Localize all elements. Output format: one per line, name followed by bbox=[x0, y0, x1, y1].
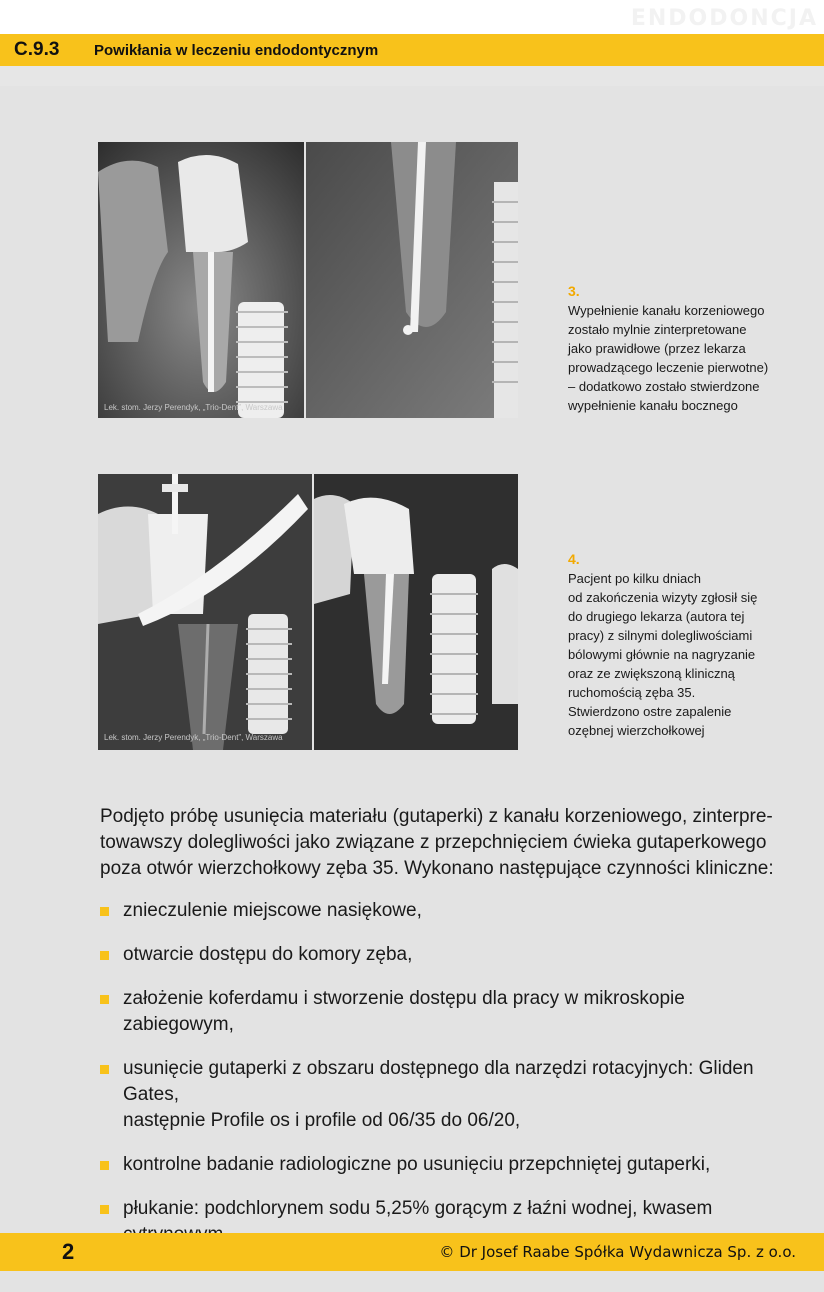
list-item bbox=[100, 942, 800, 968]
list-item bbox=[100, 1152, 800, 1178]
publisher-credit: © Dr Josef Raabe Spółka Wydawnicza Sp. z o.o. bbox=[439, 1243, 796, 1261]
header-bar bbox=[0, 34, 824, 66]
chapter-code: C.9.3 bbox=[14, 39, 60, 60]
list-item bbox=[100, 898, 800, 924]
footer-bar bbox=[0, 1233, 824, 1271]
header-shadow-band bbox=[0, 66, 824, 86]
chapter-title: Powikłania w leczeniu endodontycznym bbox=[94, 41, 379, 59]
list-item bbox=[100, 1056, 800, 1134]
bullet-square-icon bbox=[100, 951, 109, 960]
bullet-square-icon bbox=[100, 907, 109, 916]
list-item bbox=[100, 986, 800, 1038]
list-item-text: usunięcie gutaperki z obszaru dostępnego dla narzędzi rotacyjnych: Gliden Gates, następnie Profile os i profile od 06/35 do 06/20, bbox=[123, 1058, 754, 1131]
list-item-text: płukanie: podchlorynem sodu 5,25% gorącym z łaźni wodnej, kwasem bbox=[123, 1198, 713, 1219]
caption-text: Wypełnienie kanału korzeniowego zostało mylnie zinterpretowane jako prawidłowe (przez lekarza prowadzącego leczenie pierwotne) – dodatkowo zostało stwierdzone wypełnienie kanału bocznego bbox=[568, 303, 769, 413]
bullet-square-icon bbox=[100, 1065, 109, 1074]
list-item-text: założenie koferdamu i stworzenie dostępu dla pracy w mikroskopie zabiegowym, bbox=[123, 988, 685, 1035]
figure-number: 4. bbox=[568, 551, 580, 567]
list-item-text: znieczulenie miejscowe nasiękowe, bbox=[123, 900, 422, 921]
dental-xray-root-filling bbox=[98, 142, 304, 418]
photo-credit: Lek. stom. Jerzy Perendyk, „Trio-Dent”, Warszawa bbox=[104, 403, 283, 412]
figure-caption-3 bbox=[568, 282, 818, 415]
list-item-text: kontrolne badanie radiologiczne po usunięciu przepchniętej gutaperki, bbox=[123, 1154, 711, 1175]
figure-caption-4 bbox=[568, 550, 818, 740]
bullet-square-icon bbox=[100, 1205, 109, 1214]
dental-xray-lateral-canal bbox=[306, 142, 518, 418]
photo-credit: Lek. stom. Jerzy Perendyk, „Trio-Dent”, Warszawa bbox=[104, 733, 283, 742]
figure-number: 3. bbox=[568, 283, 580, 299]
list-item-text: otwarcie dostępu do komory zęba, bbox=[123, 944, 413, 965]
dental-xray-post-treatment bbox=[314, 474, 518, 750]
dental-xray-rubber-dam-file bbox=[98, 474, 312, 750]
caption-text: Pacjent po kilku dniach od zakończenia wizyty zgłosił się do drugiego lekarza (autora tej pracy) z silnymi dolegliwościami bólowymi głównie na nagryzanie oraz ze zwiększoną kliniczną ruchomością zęba 35. Stwierdzono ostre zapalenie ozębnej wierzchołkowej bbox=[568, 571, 758, 738]
bullet-square-icon bbox=[100, 1161, 109, 1170]
body-paragraph: Podjęto próbę usunięcia materiału (gutaperki) z kanału korzeniowego, zinterpre- towawszy dolegliwości jako związane z przepchnięciem ćwieka gutaperkowego poza otwór wierzchołkowy zęba 35. Wykonano następujące czynności kliniczne: bbox=[100, 806, 774, 879]
page-number: 2 bbox=[62, 1239, 75, 1264]
bullet-square-icon bbox=[100, 995, 109, 1004]
section-label: ENDODONCJA bbox=[630, 6, 818, 31]
